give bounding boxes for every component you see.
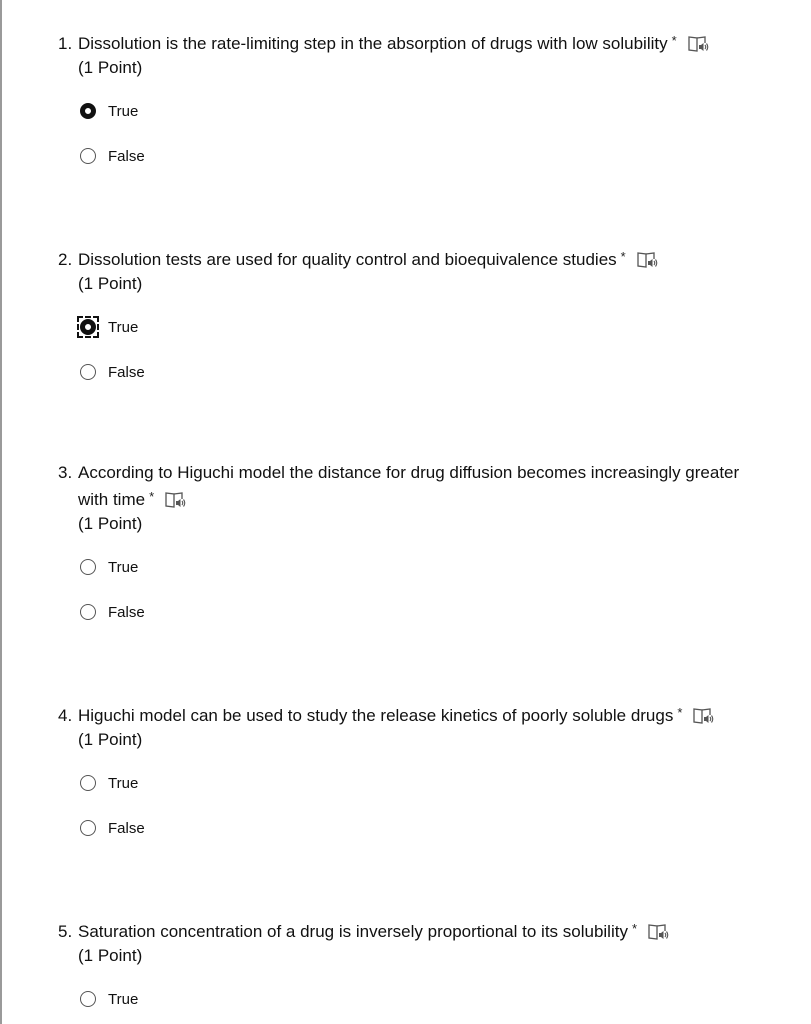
radio-wrap — [78, 818, 98, 838]
radio-wrap-focused — [78, 317, 98, 337]
option-true[interactable] — [78, 556, 138, 578]
question-points: (1 Point) — [78, 58, 143, 77]
required-mark: * — [149, 489, 155, 504]
question-text-cont: with time — [78, 490, 146, 509]
immersive-reader-icon[interactable] — [636, 250, 658, 270]
option-label: False — [108, 603, 145, 621]
required-mark: * — [671, 33, 677, 48]
radio-wrap — [78, 773, 98, 793]
question-1-title — [58, 29, 808, 56]
question-text: Higuchi model can be used to study the release kinetics of poorly soluble drugs — [78, 706, 674, 725]
option-false[interactable] — [78, 361, 145, 383]
radio-button[interactable] — [80, 775, 96, 791]
radio-wrap — [78, 146, 98, 166]
radio-button-selected[interactable] — [80, 319, 96, 335]
radio-button-selected[interactable] — [80, 103, 96, 119]
option-label: True — [108, 990, 139, 1008]
question-points: (1 Point) — [78, 514, 143, 533]
immersive-reader-icon[interactable] — [687, 34, 709, 54]
question-3-title — [58, 461, 808, 485]
radio-button[interactable] — [80, 991, 96, 1007]
option-false[interactable] — [78, 817, 145, 839]
question-text: Saturation concentration of a drug is inversely proportional to its solubility — [78, 922, 628, 941]
page-left-border — [0, 0, 2, 1024]
required-mark: * — [631, 921, 638, 936]
option-false[interactable] — [78, 601, 145, 623]
question-4-title — [58, 701, 808, 728]
question-2-title — [58, 245, 808, 272]
immersive-reader-icon[interactable] — [647, 922, 669, 942]
radio-wrap — [78, 557, 98, 577]
radio-button[interactable] — [80, 148, 96, 164]
immersive-reader-icon[interactable] — [692, 706, 714, 726]
question-text: Dissolution tests are used for quality control and bioequivalence studies — [78, 250, 617, 269]
question-text: Dissolution is the rate-limiting step in the absorption of drugs with low solubility — [78, 34, 668, 53]
option-label: True — [108, 102, 139, 120]
question-number: 1. — [58, 34, 73, 53]
option-false[interactable] — [78, 145, 145, 167]
question-number: 3. — [58, 463, 73, 482]
radio-button[interactable] — [80, 364, 96, 380]
required-mark: * — [620, 249, 626, 264]
radio-wrap — [78, 989, 98, 1009]
option-label: True — [108, 558, 139, 576]
option-true[interactable] — [78, 316, 138, 338]
question-1 — [58, 29, 808, 165]
question-number: 2. — [58, 250, 73, 269]
question-3-title-cont — [58, 485, 808, 512]
question-2 — [58, 245, 808, 381]
option-label: False — [108, 363, 145, 381]
option-label: False — [108, 147, 145, 165]
question-number: 4. — [58, 706, 73, 725]
radio-button[interactable] — [80, 604, 96, 620]
option-label: False — [108, 819, 145, 837]
question-points: (1 Point) — [78, 274, 143, 293]
radio-button[interactable] — [80, 559, 96, 575]
radio-wrap — [78, 101, 98, 121]
option-label: True — [108, 774, 139, 792]
option-label: True — [108, 318, 139, 336]
radio-wrap — [78, 602, 98, 622]
radio-wrap — [78, 362, 98, 382]
option-true[interactable] — [78, 100, 138, 122]
question-number: 5. — [58, 922, 73, 941]
required-mark: * — [677, 705, 683, 720]
radio-button[interactable] — [80, 820, 96, 836]
question-points: (1 Point) — [78, 730, 143, 749]
question-5-title — [58, 917, 808, 944]
option-true[interactable] — [78, 772, 138, 794]
option-true[interactable] — [78, 988, 138, 1010]
question-3 — [58, 461, 808, 621]
question-5 — [58, 917, 808, 1008]
question-text: According to Higuchi model the distance for drug diffusion becomes increasingly greater — [78, 463, 740, 482]
immersive-reader-icon[interactable] — [164, 490, 186, 510]
question-4 — [58, 701, 808, 837]
question-points: (1 Point) — [78, 946, 143, 965]
